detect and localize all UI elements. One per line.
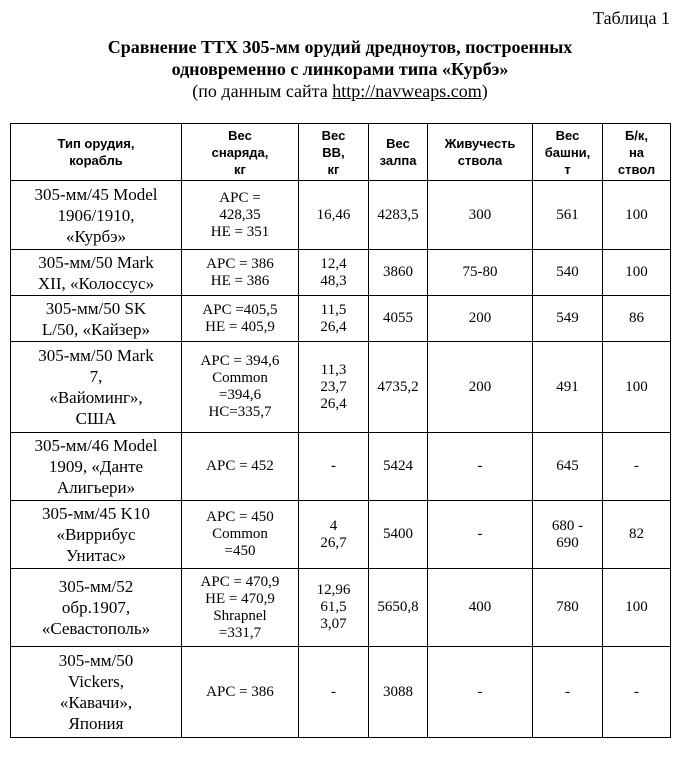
cell-gun: 305-мм/50 Vickers, «Кавачи», Япония <box>11 647 182 738</box>
cell-turret: 491 <box>533 342 603 433</box>
cell-gun: 305-мм/45 Model 1906/1910, «Курбэ» <box>11 181 182 250</box>
cell-broadside: 4055 <box>369 296 428 342</box>
cell-explosive: - <box>299 647 369 738</box>
cell-turret: 680 - 690 <box>533 501 603 569</box>
cell-barrel-life: - <box>428 501 533 569</box>
cell-shell: APC = 394,6 Common =394,6 HC=335,7 <box>182 342 299 433</box>
table-row <box>11 433 671 501</box>
header-row <box>11 124 671 181</box>
header-turret-weight: Вес башни, т <box>533 124 603 181</box>
cell-explosive: - <box>299 433 369 501</box>
cell-turret: 540 <box>533 250 603 296</box>
cell-broadside: 4283,5 <box>369 181 428 250</box>
header-barrel-life: Живучесть ствола <box>428 124 533 181</box>
table-row <box>11 296 671 342</box>
cell-gun: 305-мм/50 SK L/50, «Кайзер» <box>11 296 182 342</box>
cell-barrel-life: 75-80 <box>428 250 533 296</box>
table-row <box>11 647 671 738</box>
cell-barrel-life: 300 <box>428 181 533 250</box>
cell-broadside: 5424 <box>369 433 428 501</box>
cell-explosive: 4 26,7 <box>299 501 369 569</box>
header-explosive-weight: Вес ВВ, кг <box>299 124 369 181</box>
cell-ammo: - <box>603 433 671 501</box>
cell-broadside: 3088 <box>369 647 428 738</box>
header-ammo: Б/к, на ствол <box>603 124 671 181</box>
cell-explosive: 12,4 48,3 <box>299 250 369 296</box>
comparison-table <box>10 123 671 738</box>
cell-gun: 305-мм/45 K10 «Виррибус Унитас» <box>11 501 182 569</box>
cell-ammo: - <box>603 647 671 738</box>
cell-shell: APC = 450 Common =450 <box>182 501 299 569</box>
cell-gun: 305-мм/46 Model 1909, «Данте Алигьери» <box>11 433 182 501</box>
cell-broadside: 5400 <box>369 501 428 569</box>
table-row <box>11 569 671 647</box>
cell-shell: APC = 386 HE = 386 <box>182 250 299 296</box>
cell-explosive: 11,5 26,4 <box>299 296 369 342</box>
cell-barrel-life: 200 <box>428 342 533 433</box>
cell-turret: 561 <box>533 181 603 250</box>
cell-turret: - <box>533 647 603 738</box>
cell-gun: 305-мм/52 обр.1907, «Севастополь» <box>11 569 182 647</box>
cell-broadside: 4735,2 <box>369 342 428 433</box>
table-caption: Таблица 1 <box>593 8 670 28</box>
cell-explosive: 12,96 61,5 3,07 <box>299 569 369 647</box>
title-line-2: одновременно с линкорами типа «Курбэ» <box>171 59 509 79</box>
source-suffix: ) <box>481 81 488 101</box>
header-gun: Тип орудия, корабль <box>11 124 182 181</box>
cell-ammo: 82 <box>603 501 671 569</box>
cell-barrel-life: 200 <box>428 296 533 342</box>
cell-shell: APC = 428,35 HE = 351 <box>182 181 299 250</box>
source-line <box>0 80 680 102</box>
cell-explosive: 16,46 <box>299 181 369 250</box>
cell-shell: APC = 470,9 HE = 470,9 Shrapnel =331,7 <box>182 569 299 647</box>
table-row <box>11 342 671 433</box>
cell-turret: 645 <box>533 433 603 501</box>
cell-shell: APC =405,5 HE = 405,9 <box>182 296 299 342</box>
cell-broadside: 5650,8 <box>369 569 428 647</box>
cell-turret: 549 <box>533 296 603 342</box>
cell-explosive: 11,3 23,7 26,4 <box>299 342 369 433</box>
header-shell-weight: Вес снаряда, кг <box>182 124 299 181</box>
cell-barrel-life: - <box>428 647 533 738</box>
table-row <box>11 181 671 250</box>
cell-gun: 305-мм/50 Mark XII, «Колоссус» <box>11 250 182 296</box>
cell-broadside: 3860 <box>369 250 428 296</box>
table-row <box>11 501 671 569</box>
cell-shell: APC = 452 <box>182 433 299 501</box>
cell-ammo: 100 <box>603 250 671 296</box>
source-prefix: (по данным сайта <box>192 81 333 101</box>
source-link[interactable]: http://navweaps.com <box>332 81 482 101</box>
cell-ammo: 100 <box>603 181 671 250</box>
table-row <box>11 250 671 296</box>
cell-barrel-life: - <box>428 433 533 501</box>
cell-turret: 780 <box>533 569 603 647</box>
cell-barrel-life: 400 <box>428 569 533 647</box>
cell-ammo: 100 <box>603 342 671 433</box>
cell-ammo: 100 <box>603 569 671 647</box>
cell-ammo: 86 <box>603 296 671 342</box>
cell-shell: APC = 386 <box>182 647 299 738</box>
header-broadside-weight: Вес залпа <box>369 124 428 181</box>
title-line-1: Сравнение ТТХ 305-мм орудий дредноутов, построенных <box>107 37 573 57</box>
cell-gun: 305-мм/50 Mark 7, «Вайоминг», США <box>11 342 182 433</box>
